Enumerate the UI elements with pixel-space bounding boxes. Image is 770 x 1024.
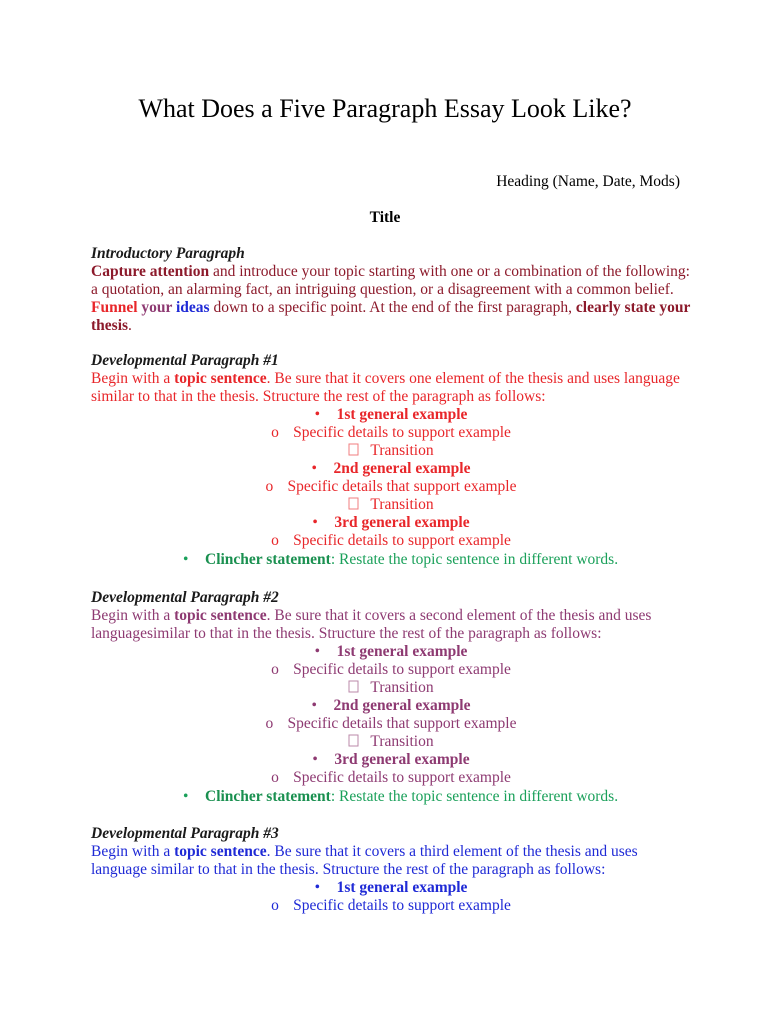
capture-attention-text: Capture attention bbox=[91, 263, 210, 280]
circle-bullet-icon: o bbox=[265, 478, 274, 495]
dev3-outline bbox=[91, 879, 691, 915]
dev1-section bbox=[91, 352, 691, 569]
outline-item-text: 1st general example bbox=[336, 879, 468, 896]
outline-item bbox=[91, 643, 691, 661]
outline-item-text: 3rd general example bbox=[334, 751, 470, 768]
bullet-icon: • bbox=[314, 406, 320, 423]
dev1-clincher bbox=[91, 551, 691, 569]
outline-item-text: 3rd general example bbox=[334, 514, 470, 531]
outline-item-text: Specific details that support example bbox=[287, 715, 517, 732]
outline-item-text: 2nd general example bbox=[333, 697, 471, 714]
bullet-icon: • bbox=[311, 460, 317, 477]
missing-glyph-icon bbox=[348, 442, 370, 460]
circle-bullet-icon: o bbox=[271, 661, 279, 678]
outline-item bbox=[91, 661, 691, 679]
outline-item-text: Specific details to support example bbox=[293, 424, 511, 441]
heading-line: Heading (Name, Date, Mods) bbox=[496, 173, 680, 190]
outline-item bbox=[91, 769, 691, 787]
bullet-icon: • bbox=[312, 751, 318, 768]
outline-item-text: 2nd general example bbox=[333, 460, 471, 477]
bullet-icon: • bbox=[314, 643, 320, 660]
outline-item-text: 1st general example bbox=[336, 406, 468, 423]
outline-item-text: Specific details to support example bbox=[293, 532, 511, 549]
dev1-begin: Begin with a bbox=[91, 370, 175, 387]
bullet-icon: • bbox=[311, 697, 317, 714]
intro-line1: and introduce your topic starting with one or a combination of the following: bbox=[209, 263, 690, 280]
outline-item-text: Specific details to support example bbox=[293, 769, 511, 786]
outline-item-text: Transition bbox=[370, 679, 434, 696]
circle-bullet-icon: o bbox=[271, 532, 279, 549]
dev3-topic-sentence: topic sentence bbox=[174, 843, 267, 860]
dev2-intro bbox=[91, 607, 691, 643]
outline-item bbox=[91, 679, 691, 697]
intro-line2: a quotation, an alarming fact, an intriguing question, or a disagreement with a common belief. bbox=[91, 281, 674, 298]
dev3-title: Developmental Paragraph #3 bbox=[91, 825, 279, 842]
document-title: What Does a Five Paragraph Essay Look Like? bbox=[138, 94, 632, 123]
dev3-rest: . Be sure that it covers a third element of the thesis and uses language similar to that in the thesis. Structure the rest of the paragraph as follows: bbox=[91, 843, 638, 878]
outline-item-text: Specific details to support example bbox=[293, 897, 511, 914]
intro-section bbox=[91, 245, 691, 335]
your-text: your bbox=[137, 299, 176, 316]
dev2-title: Developmental Paragraph #2 bbox=[91, 589, 279, 606]
dev3-begin: Begin with a bbox=[91, 843, 175, 860]
intro-line3: down to a specific point. At the end of the first paragraph, bbox=[209, 299, 576, 316]
outline-item bbox=[91, 897, 691, 915]
dev1-clincher-label: Clincher statement bbox=[205, 551, 331, 568]
dev2-rest: . Be sure that it covers a second element of the thesis and uses languagesimilar to that in the thesis. Structure the rest of the paragraph as follows: bbox=[91, 607, 652, 642]
outline-item bbox=[91, 514, 691, 532]
missing-glyph-icon bbox=[348, 496, 370, 514]
title-placeholder: Title bbox=[369, 209, 401, 226]
outline-item bbox=[91, 406, 691, 424]
outline-item-text: Specific details that support example bbox=[287, 478, 517, 495]
dev1-intro bbox=[91, 370, 691, 406]
outline-item bbox=[91, 442, 691, 460]
bullet-icon: • bbox=[183, 788, 189, 805]
missing-glyph-icon bbox=[348, 679, 370, 697]
outline-item bbox=[91, 697, 691, 715]
funnel-text: Funnel bbox=[91, 299, 138, 316]
dev2-section bbox=[91, 589, 691, 806]
missing-glyph-icon bbox=[348, 733, 370, 751]
outline-item bbox=[91, 733, 691, 751]
dev3-section bbox=[91, 825, 691, 915]
outline-item bbox=[91, 879, 691, 897]
intro-body bbox=[91, 263, 691, 335]
outline-item-text: Transition bbox=[370, 442, 434, 459]
bullet-icon: • bbox=[183, 551, 189, 568]
dev3-intro bbox=[91, 843, 691, 879]
outline-item bbox=[91, 715, 691, 733]
ideas-text: ideas bbox=[176, 299, 210, 316]
circle-bullet-icon: o bbox=[271, 424, 279, 441]
dev2-topic-sentence: topic sentence bbox=[174, 607, 267, 624]
dev1-rest: . Be sure that it covers one element of the thesis and uses language similar to that in the thesis. Structure the rest of the paragraph as follows: bbox=[91, 370, 680, 405]
clearly-state-thesis-text: clearly state your thesis bbox=[91, 299, 691, 334]
dev1-title: Developmental Paragraph #1 bbox=[91, 352, 279, 369]
dev1-clincher-rest: : Restate the topic sentence in different words. bbox=[330, 551, 619, 568]
dev2-begin: Begin with a bbox=[91, 607, 175, 624]
bullet-icon: • bbox=[314, 879, 320, 896]
outline-item bbox=[91, 496, 691, 514]
outline-item bbox=[91, 478, 691, 496]
circle-bullet-icon: o bbox=[271, 897, 279, 914]
circle-bullet-icon: o bbox=[265, 715, 274, 732]
outline-item bbox=[91, 460, 691, 478]
bullet-icon: • bbox=[312, 514, 318, 531]
circle-bullet-icon: o bbox=[271, 769, 279, 786]
outline-item-text: Transition bbox=[370, 496, 434, 513]
outline-item bbox=[91, 424, 691, 442]
dev1-topic-sentence: topic sentence bbox=[174, 370, 267, 387]
intro-period: . bbox=[128, 317, 132, 334]
outline-item bbox=[91, 532, 691, 550]
dev1-outline bbox=[91, 406, 691, 550]
dev2-outline bbox=[91, 643, 691, 787]
outline-item-text: Specific details to support example bbox=[293, 661, 511, 678]
outline-item-text: Transition bbox=[370, 733, 434, 750]
outline-item bbox=[91, 751, 691, 769]
outline-item-text: 1st general example bbox=[336, 643, 468, 660]
intro-title: Introductory Paragraph bbox=[91, 245, 245, 262]
dev2-clincher-label: Clincher statement bbox=[205, 788, 331, 805]
dev2-clincher bbox=[91, 788, 691, 806]
dev2-clincher-rest: : Restate the topic sentence in different words. bbox=[330, 788, 619, 805]
